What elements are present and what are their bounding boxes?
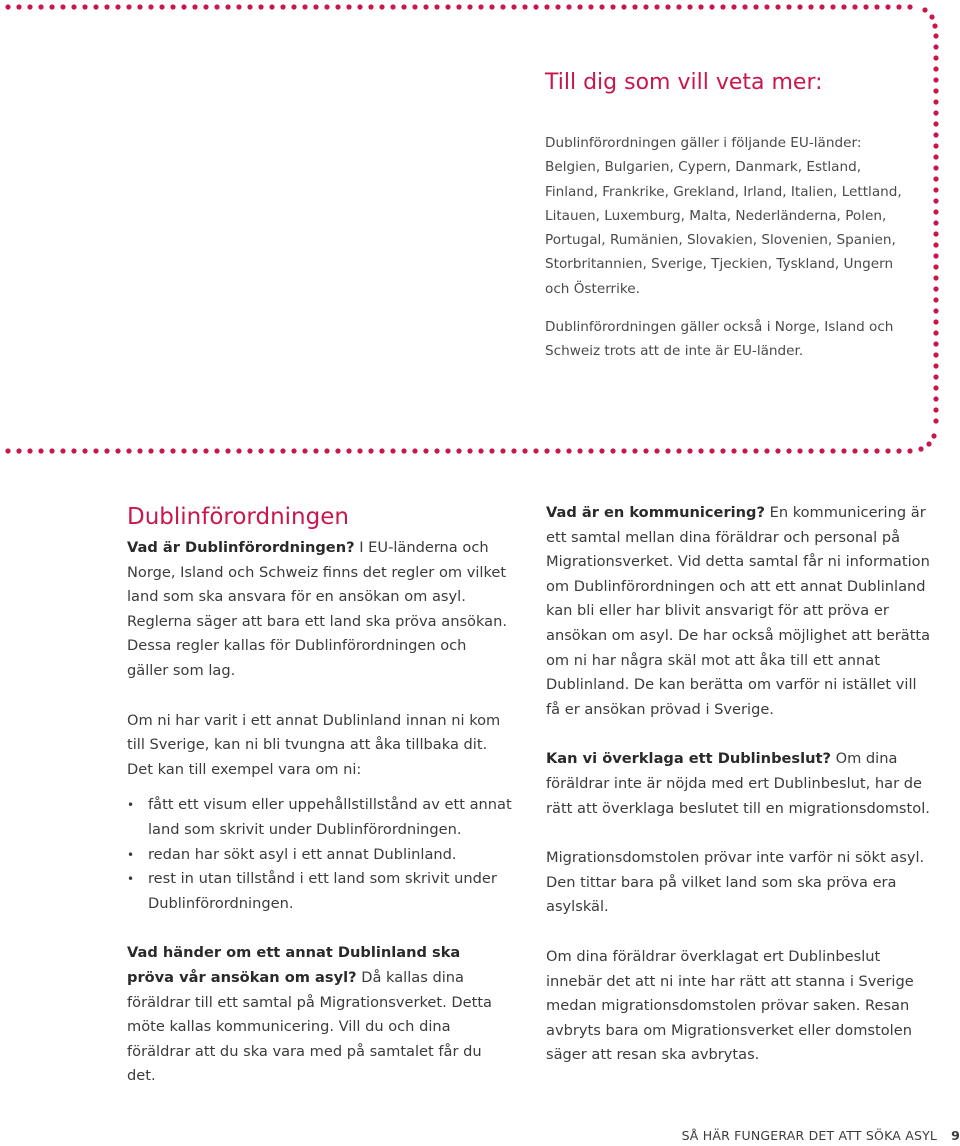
frame-dot (412, 448, 417, 453)
frame-dot (588, 4, 593, 9)
frame-dot (933, 253, 938, 258)
frame-dot (401, 4, 406, 9)
frame-dot (933, 363, 938, 368)
frame-dot (926, 441, 931, 446)
frame-dot (709, 4, 714, 9)
frame-dot (764, 4, 769, 9)
frame-dot (544, 448, 549, 453)
frame-dot (599, 4, 604, 9)
frame-dot (445, 4, 450, 9)
frame-dot (104, 4, 109, 9)
frame-dot (698, 448, 703, 453)
frame-dot (775, 448, 780, 453)
section-title: Dublinförordningen (127, 504, 349, 530)
frame-dot (60, 4, 65, 9)
frame-dot (709, 448, 714, 453)
page-number: 9 (951, 1128, 960, 1143)
question-heading: Vad är Dublinförordningen? (127, 539, 355, 556)
frame-dot (720, 448, 725, 453)
reason-list (127, 793, 512, 916)
frame-dot (38, 448, 43, 453)
frame-dot (533, 448, 538, 453)
frame-dot (368, 448, 373, 453)
frame-dot (423, 448, 428, 453)
frame-dot (511, 4, 516, 9)
frame-dot (181, 4, 186, 9)
frame-dot (874, 448, 879, 453)
frame-dot (93, 448, 98, 453)
frame-dot (302, 4, 307, 9)
frame-dot (808, 4, 813, 9)
frame-dot (192, 448, 197, 453)
list-item: • redan har sökt asyl i ett annat Dublinland. (127, 843, 512, 868)
communication-paragraph (546, 501, 931, 722)
frame-dot (933, 374, 938, 379)
frame-dot (467, 4, 472, 9)
frame-dot (258, 448, 263, 453)
frame-dot (933, 352, 938, 357)
frame-dot (269, 4, 274, 9)
answer-text: Då kallas dina föräldrar till ett samtal på Migrationsverket. Detta möte kallas kommunicering. Vill du och dina föräldrar att du ska vara med på samtalet får du det. (127, 968, 493, 1085)
frame-dot (489, 448, 494, 453)
frame-dot (797, 448, 802, 453)
frame-dot (313, 448, 318, 453)
frame-dot (401, 448, 406, 453)
frame-dot (841, 448, 846, 453)
frame-dot (933, 231, 938, 236)
frame-dot (225, 448, 230, 453)
frame-dot (933, 198, 938, 203)
frame-dot (907, 4, 912, 9)
frame-dot (933, 407, 938, 412)
frame-dot (38, 4, 43, 9)
frame-dot (933, 308, 938, 313)
frame-dot (720, 4, 725, 9)
frame-dot (933, 396, 938, 401)
frame-dot (379, 448, 384, 453)
frame-dot (522, 448, 527, 453)
frame-dot (918, 446, 923, 451)
frame-dot (159, 4, 164, 9)
frame-dot (933, 209, 938, 214)
answer-text: Om dina föräldrar inte är nöjda med ert Dublinbeslut, har de rätt att överklaga beslutet till en migrationsdomstol. (546, 750, 930, 817)
frame-dot (258, 4, 263, 9)
frame-dot (933, 99, 938, 104)
frame-dot (214, 4, 219, 9)
frame-dot (599, 448, 604, 453)
frame-dot (555, 448, 560, 453)
frame-dot (577, 448, 582, 453)
frame-dot (566, 4, 571, 9)
frame-dot (82, 448, 87, 453)
frame-dot (5, 4, 10, 9)
frame-dot (280, 448, 285, 453)
frame-dot (390, 4, 395, 9)
frame-dot (170, 4, 175, 9)
frame-dot (819, 4, 824, 9)
frame-dot (852, 4, 857, 9)
frame-dot (93, 4, 98, 9)
frame-dot (632, 4, 637, 9)
frame-dot (863, 4, 868, 9)
frame-dot (665, 4, 670, 9)
frame-dot (148, 4, 153, 9)
frame-dot (933, 319, 938, 324)
frame-dot (933, 242, 938, 247)
frame-dot (933, 88, 938, 93)
frame-dot (291, 448, 296, 453)
frame-dot (357, 4, 362, 9)
frame-dot (819, 448, 824, 453)
frame-dot (885, 4, 890, 9)
what-is-dublin-paragraph (127, 536, 512, 684)
frame-dot (203, 448, 208, 453)
frame-dot (841, 4, 846, 9)
frame-dot (478, 448, 483, 453)
frame-dot (346, 448, 351, 453)
frame-dot (933, 55, 938, 60)
frame-dot (489, 4, 494, 9)
frame-dot (621, 448, 626, 453)
frame-dot (335, 4, 340, 9)
frame-dot (522, 4, 527, 9)
frame-dot (753, 448, 758, 453)
frame-dot (170, 448, 175, 453)
frame-dot (896, 4, 901, 9)
frame-dot (885, 448, 890, 453)
frame-dot (412, 4, 417, 9)
page-footer (682, 1128, 960, 1143)
frame-dot (698, 4, 703, 9)
frame-dot (929, 14, 934, 19)
frame-dot (588, 448, 593, 453)
frame-dot (933, 385, 938, 390)
frame-dot (933, 44, 938, 49)
frame-dot (236, 448, 241, 453)
frame-dot (566, 448, 571, 453)
frame-dot (203, 4, 208, 9)
frame-dot (467, 448, 472, 453)
frame-dot (71, 448, 76, 453)
migration-court-paragraph: Migrationsdomstolen prövar inte varför ni sökt asyl. Den tittar bara på vilket land som ska pröva era asylskäl. (546, 849, 925, 916)
frame-dot (863, 448, 868, 453)
frame-dot (71, 4, 76, 9)
frame-dot (214, 448, 219, 453)
frame-dot (933, 77, 938, 82)
frame-dot (933, 154, 938, 159)
frame-dot (533, 4, 538, 9)
frame-dot (830, 4, 835, 9)
frame-dot (731, 448, 736, 453)
frame-dot (434, 448, 439, 453)
frame-dot (610, 448, 615, 453)
frame-dot (247, 448, 252, 453)
frame-dot (60, 448, 65, 453)
frame-dot (632, 448, 637, 453)
frame-dot (302, 448, 307, 453)
right-column (546, 501, 931, 1068)
frame-dot (922, 7, 927, 12)
frame-dot (896, 448, 901, 453)
list-item: • rest in utan tillstånd i ett land som skrivit under Dublinförordningen. (127, 867, 512, 916)
answer-text: En kommunicering är ett samtal mellan dina föräldrar och personal på Migrationsverket. Vid detta samtal får ni information om Dublinförordningen och att ett annat Dublinland kan bli eller har blivit ansvarigt för att pröva er ansökan om asyl. De har också möjlighet att berätta om ni har några skäl mot att åka till ett annat Dublinland. De kan berätta om varför ni istället vill få er ansökan prövad i Sverige. (546, 504, 931, 718)
frame-dot (16, 448, 21, 453)
frame-dot (379, 4, 384, 9)
frame-dot (786, 4, 791, 9)
frame-dot (577, 4, 582, 9)
return-paragraph: Om ni har varit i ett annat Dublinland innan ni kom till Sverige, kan ni bli tvungna att åka tillbaka dit. Det kan till exempel vara om ni: (127, 711, 501, 778)
frame-dot (830, 448, 835, 453)
infobox-countries-paragraph: Dublinförordningen gäller i följande EU-länder: Belgien, Bulgarien, Cypern, Danmark, Estland, Finland, Frankrike, Grekland, Irland, Italien, Lettland, Litauen, Luxemburg, Malta, Nederländerna, Polen, Portugal, Rumänien, Slovakien, Slovenien, Spanien, Storbritannien, Sverige, Tjeckien, Tyskland, Ungern och Österrike. (545, 135, 902, 297)
frame-dot (478, 4, 483, 9)
frame-dot (115, 448, 120, 453)
frame-dot (643, 448, 648, 453)
running-title: SÅ HÄR FUNGERAR DET ATT SÖKA ASYL (681, 1128, 938, 1143)
frame-dot (159, 448, 164, 453)
frame-dot (5, 448, 10, 453)
frame-dot (742, 4, 747, 9)
question-heading: Vad händer om ett annat Dublinland ska pröva vår ansökan om asyl? (127, 944, 461, 986)
answer-text: I EU-länderna och Norge, Island och Schweiz finns det regler om vilket land som ska ansvara för en ansökan om asyl. Reglerna säger att bara ett land ska pröva ansökan. Dessa regler kallas för Dublinförordningen och gäller som lag. (127, 539, 508, 679)
frame-dot (104, 448, 109, 453)
frame-dot (544, 4, 549, 9)
frame-dot (786, 448, 791, 453)
frame-dot (324, 4, 329, 9)
frame-dot (654, 4, 659, 9)
frame-dot (797, 4, 802, 9)
frame-dot (764, 448, 769, 453)
frame-dot (610, 4, 615, 9)
frame-dot (16, 4, 21, 9)
frame-dot (742, 448, 747, 453)
frame-dot (654, 448, 659, 453)
left-column (127, 500, 512, 1089)
frame-dot (753, 4, 758, 9)
frame-dot (555, 4, 560, 9)
frame-dot (933, 132, 938, 137)
frame-dot (225, 4, 230, 9)
frame-dot (933, 33, 938, 38)
frame-dot (357, 448, 362, 453)
frame-dot (874, 4, 879, 9)
frame-dot (907, 448, 912, 453)
frame-dot (181, 448, 186, 453)
frame-dot (137, 448, 142, 453)
frame-dot (115, 4, 120, 9)
question-heading: Kan vi överklaga ett Dublinbeslut? (546, 750, 831, 768)
frame-dot (148, 448, 153, 453)
frame-dot (335, 448, 340, 453)
frame-dot (676, 4, 681, 9)
frame-dot (687, 448, 692, 453)
frame-dot (932, 23, 937, 28)
frame-dot (933, 341, 938, 346)
frame-dot (933, 286, 938, 291)
frame-dot (852, 448, 857, 453)
infobox-title: Till dig som vill veta mer: (545, 70, 823, 95)
frame-dot (933, 220, 938, 225)
frame-dot (933, 165, 938, 170)
frame-dot (49, 4, 54, 9)
frame-dot (687, 4, 692, 9)
frame-dot (236, 4, 241, 9)
frame-dot (126, 448, 131, 453)
other-country-paragraph (127, 941, 512, 1089)
frame-dot (291, 4, 296, 9)
frame-dot (665, 448, 670, 453)
frame-dot (313, 4, 318, 9)
list-item: • fått ett visum eller uppehållstillstånd av ett annat land som skrivit under Dublinförordningen. (127, 793, 512, 842)
frame-dot (27, 448, 32, 453)
frame-dot (27, 4, 32, 9)
frame-dot (456, 4, 461, 9)
frame-dot (933, 330, 938, 335)
frame-dot (49, 448, 54, 453)
frame-dot (82, 4, 87, 9)
frame-dot (137, 4, 142, 9)
frame-dot (933, 187, 938, 192)
frame-dot (434, 4, 439, 9)
frame-dot (931, 433, 936, 438)
frame-dot (933, 418, 938, 423)
frame-dot (324, 448, 329, 453)
frame-dot (500, 448, 505, 453)
frame-dot (933, 264, 938, 269)
frame-dot (511, 448, 516, 453)
frame-dot (933, 66, 938, 71)
frame-dot (126, 4, 131, 9)
frame-dot (933, 275, 938, 280)
frame-dot (775, 4, 780, 9)
frame-dot (192, 4, 197, 9)
frame-dot (445, 448, 450, 453)
appeal-effect-paragraph: Om dina föräldrar överklagat ert Dublinbeslut innebär det att ni inte har rätt att stanna i Sverige medan migrationsdomstolen prövar saken. Resan avbryts bara om Migrationsverket eller domstolen säger att resan ska avbrytas. (546, 947, 914, 1064)
frame-dot (456, 448, 461, 453)
frame-dot (423, 4, 428, 9)
frame-dot (500, 4, 505, 9)
frame-dot (346, 4, 351, 9)
frame-dot (676, 448, 681, 453)
frame-dot (247, 4, 252, 9)
frame-dot (269, 448, 274, 453)
infobox-non-eu-paragraph: Dublinförordningen gäller också i Norge, Island och Schweiz trots att de inte är EU-länder. (545, 319, 894, 360)
frame-dot (808, 448, 813, 453)
frame-dot (368, 4, 373, 9)
frame-dot (731, 4, 736, 9)
question-heading: Vad är en kommunicering? (546, 504, 765, 521)
frame-dot (643, 4, 648, 9)
frame-dot (390, 448, 395, 453)
frame-dot (621, 4, 626, 9)
frame-dot (280, 4, 285, 9)
frame-dot (933, 176, 938, 181)
frame-dot (933, 121, 938, 126)
frame-dot (933, 110, 938, 115)
frame-dot (933, 143, 938, 148)
frame-dot (933, 297, 938, 302)
appeal-paragraph (546, 747, 931, 821)
